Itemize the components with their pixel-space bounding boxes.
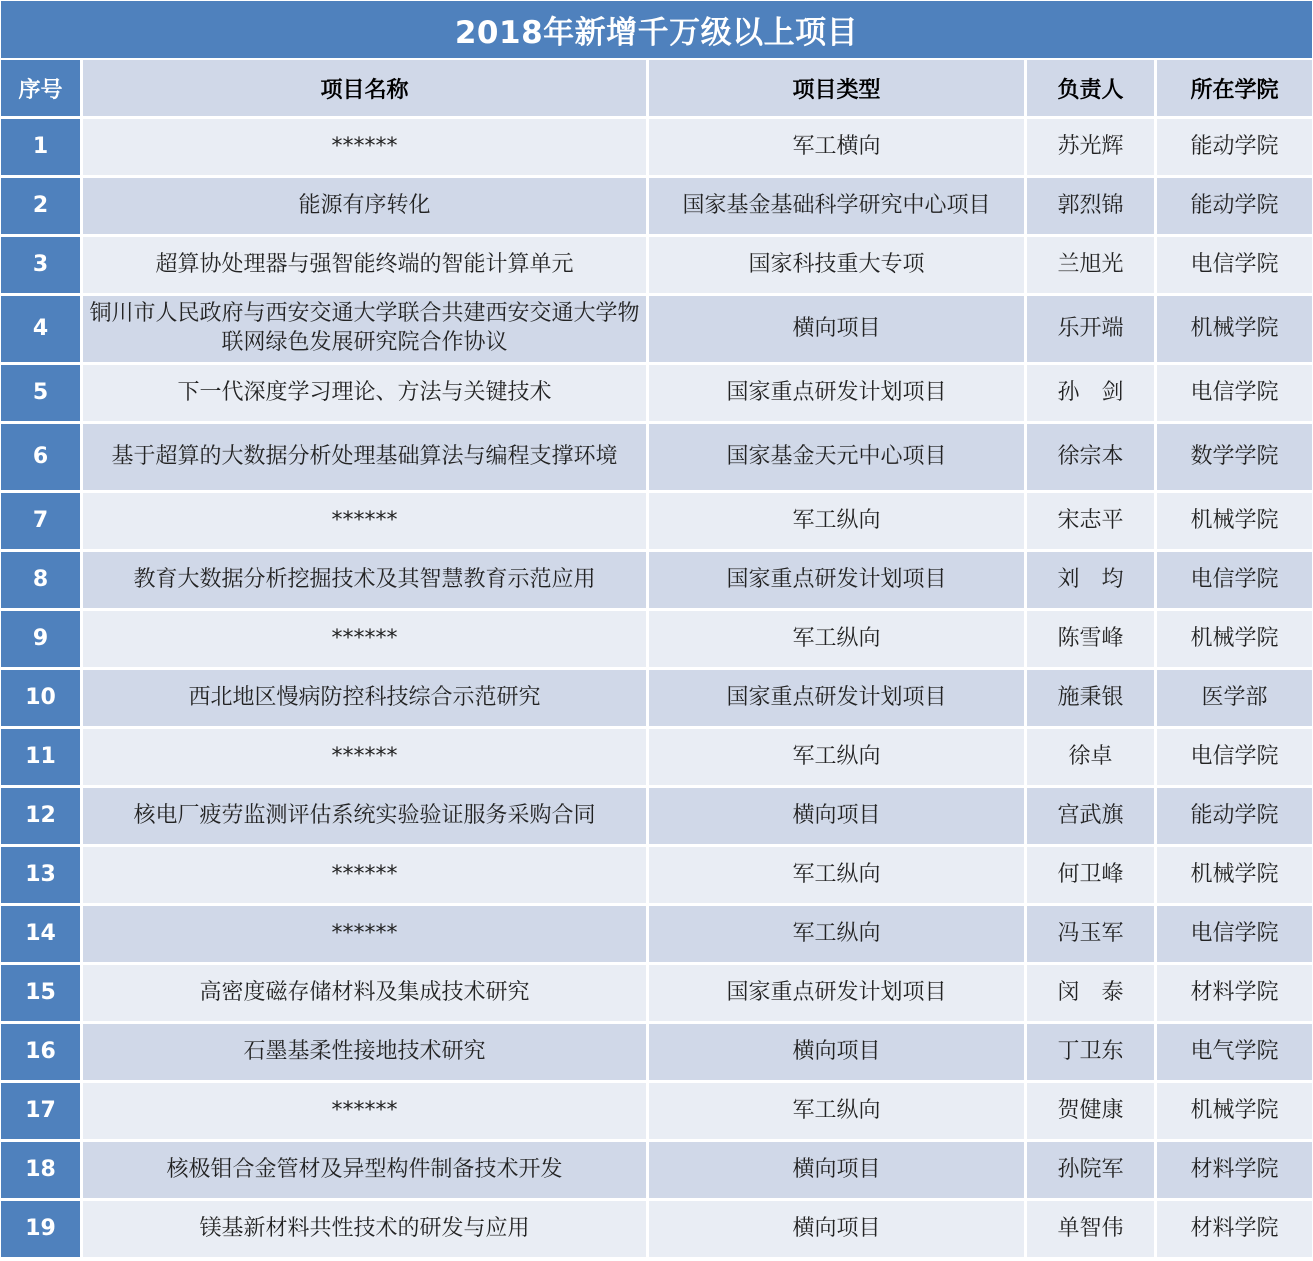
project-leader: 闵 泰 (1027, 965, 1157, 1024)
project-type: 军工纵向 (649, 906, 1027, 965)
project-type: 国家基金基础科学研究中心项目 (649, 178, 1027, 237)
project-name: 镁基新材料共性技术的研发与应用 (83, 1201, 649, 1260)
project-dept: 材料学院 (1157, 1142, 1312, 1201)
project-dept: 医学部 (1157, 670, 1312, 729)
header-leader: 负责人 (1027, 60, 1157, 119)
table-row (1, 119, 1312, 178)
project-dept: 数学学院 (1157, 424, 1312, 493)
header-dept: 所在学院 (1157, 60, 1312, 119)
project-name: 教育大数据分析挖掘技术及其智慧教育示范应用 (83, 552, 649, 611)
project-name: 核电厂疲劳监测评估系统实验验证服务采购合同 (83, 788, 649, 847)
project-leader: 贺健康 (1027, 1083, 1157, 1142)
table-row (1, 365, 1312, 424)
row-index: 18 (1, 1142, 83, 1201)
project-leader: 乐开端 (1027, 296, 1157, 365)
row-index: 16 (1, 1024, 83, 1083)
project-name: 核极钼合金管材及异型构件制备技术开发 (83, 1142, 649, 1201)
project-name: ****** (83, 611, 649, 670)
project-leader: 兰旭光 (1027, 237, 1157, 296)
row-index: 5 (1, 365, 83, 424)
project-type: 军工横向 (649, 119, 1027, 178)
project-name: 基于超算的大数据分析处理基础算法与编程支撑环境 (83, 424, 649, 493)
table-row (1, 1201, 1312, 1260)
project-dept: 电信学院 (1157, 906, 1312, 965)
table-row (1, 847, 1312, 906)
project-leader: 宋志平 (1027, 493, 1157, 552)
project-leader: 郭烈锦 (1027, 178, 1157, 237)
project-name: ****** (83, 119, 649, 178)
project-dept: 机械学院 (1157, 1083, 1312, 1142)
row-index: 10 (1, 670, 83, 729)
project-name: 高密度磁存储材料及集成技术研究 (83, 965, 649, 1024)
row-index: 15 (1, 965, 83, 1024)
project-type: 国家科技重大专项 (649, 237, 1027, 296)
table-row (1, 1142, 1312, 1201)
project-leader: 徐宗本 (1027, 424, 1157, 493)
project-dept: 电信学院 (1157, 365, 1312, 424)
project-leader: 孙 剑 (1027, 365, 1157, 424)
project-leader: 何卫峰 (1027, 847, 1157, 906)
project-leader: 陈雪峰 (1027, 611, 1157, 670)
row-index: 11 (1, 729, 83, 788)
project-type: 国家重点研发计划项目 (649, 552, 1027, 611)
table-row (1, 906, 1312, 965)
project-leader: 施秉银 (1027, 670, 1157, 729)
project-dept: 电气学院 (1157, 1024, 1312, 1083)
table-title: 2018年新增千万级以上项目 (1, 1, 1312, 58)
project-dept: 能动学院 (1157, 788, 1312, 847)
header-index: 序号 (1, 60, 83, 119)
table-row (1, 611, 1312, 670)
project-dept: 能动学院 (1157, 178, 1312, 237)
project-type: 军工纵向 (649, 493, 1027, 552)
header-name: 项目名称 (83, 60, 649, 119)
row-index: 9 (1, 611, 83, 670)
project-leader: 丁卫东 (1027, 1024, 1157, 1083)
header-type: 项目类型 (649, 60, 1027, 119)
project-type: 横向项目 (649, 1201, 1027, 1260)
row-index: 1 (1, 119, 83, 178)
table-row (1, 237, 1312, 296)
project-name: ****** (83, 729, 649, 788)
row-index: 4 (1, 296, 83, 365)
table-row (1, 670, 1312, 729)
table-row (1, 424, 1312, 493)
project-name: 超算协处理器与强智能终端的智能计算单元 (83, 237, 649, 296)
project-type: 国家重点研发计划项目 (649, 365, 1027, 424)
row-index: 14 (1, 906, 83, 965)
project-dept: 电信学院 (1157, 729, 1312, 788)
project-name: ****** (83, 493, 649, 552)
project-dept: 材料学院 (1157, 965, 1312, 1024)
project-type: 国家基金天元中心项目 (649, 424, 1027, 493)
project-leader: 徐卓 (1027, 729, 1157, 788)
project-dept: 能动学院 (1157, 119, 1312, 178)
project-name: 铜川市人民政府与西安交通大学联合共建西安交通大学物联网绿色发展研究院合作协议 (83, 296, 649, 365)
project-type: 国家重点研发计划项目 (649, 670, 1027, 729)
project-name: 石墨基柔性接地技术研究 (83, 1024, 649, 1083)
project-leader: 孙院军 (1027, 1142, 1157, 1201)
project-leader: 单智伟 (1027, 1201, 1157, 1260)
project-leader: 宫武旗 (1027, 788, 1157, 847)
table-row (1, 729, 1312, 788)
projects-table (1, 60, 1312, 1260)
table-row (1, 178, 1312, 237)
project-name: ****** (83, 847, 649, 906)
row-index: 2 (1, 178, 83, 237)
project-name: ****** (83, 906, 649, 965)
row-index: 13 (1, 847, 83, 906)
project-type: 军工纵向 (649, 847, 1027, 906)
project-dept: 材料学院 (1157, 1201, 1312, 1260)
project-type: 横向项目 (649, 788, 1027, 847)
table-row (1, 493, 1312, 552)
row-index: 19 (1, 1201, 83, 1260)
project-name: 西北地区慢病防控科技综合示范研究 (83, 670, 649, 729)
project-type: 横向项目 (649, 1024, 1027, 1083)
project-type: 横向项目 (649, 296, 1027, 365)
project-leader: 苏光辉 (1027, 119, 1157, 178)
project-dept: 电信学院 (1157, 552, 1312, 611)
project-name: ****** (83, 1083, 649, 1142)
project-type: 军工纵向 (649, 611, 1027, 670)
table-row (1, 296, 1312, 365)
project-dept: 机械学院 (1157, 493, 1312, 552)
header-row (1, 60, 1312, 119)
table-row (1, 788, 1312, 847)
project-dept: 电信学院 (1157, 237, 1312, 296)
table-row (1, 1083, 1312, 1142)
project-leader: 冯玉军 (1027, 906, 1157, 965)
project-type: 军工纵向 (649, 1083, 1027, 1142)
table-row (1, 1024, 1312, 1083)
row-index: 6 (1, 424, 83, 493)
project-dept: 机械学院 (1157, 296, 1312, 365)
project-leader: 刘 均 (1027, 552, 1157, 611)
project-type: 军工纵向 (649, 729, 1027, 788)
table-row (1, 965, 1312, 1024)
project-dept: 机械学院 (1157, 847, 1312, 906)
row-index: 12 (1, 788, 83, 847)
project-type: 横向项目 (649, 1142, 1027, 1201)
row-index: 7 (1, 493, 83, 552)
table-row (1, 552, 1312, 611)
row-index: 8 (1, 552, 83, 611)
project-name: 能源有序转化 (83, 178, 649, 237)
row-index: 17 (1, 1083, 83, 1142)
project-name: 下一代深度学习理论、方法与关键技术 (83, 365, 649, 424)
row-index: 3 (1, 237, 83, 296)
project-dept: 机械学院 (1157, 611, 1312, 670)
project-type: 国家重点研发计划项目 (649, 965, 1027, 1024)
